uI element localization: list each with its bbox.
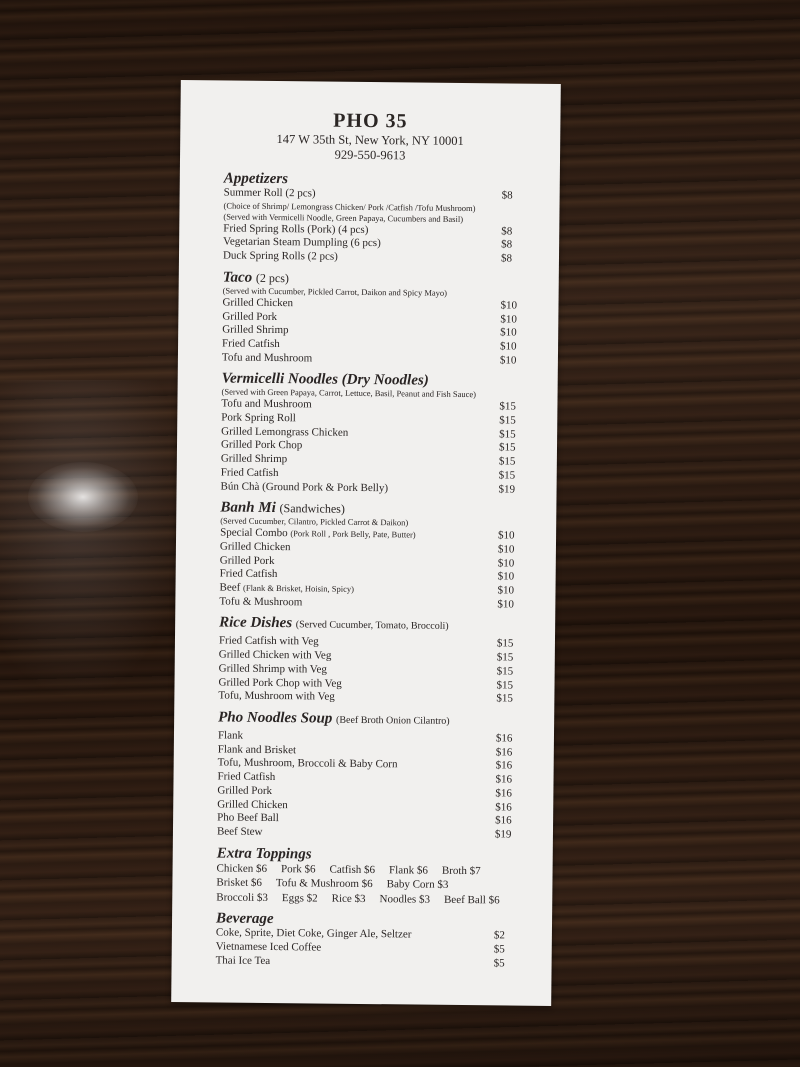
item-name: Special Combo [220, 526, 288, 540]
item-name: Grilled Pork [222, 309, 278, 323]
item-price: $10 [499, 354, 517, 367]
item-price: $5 [493, 956, 505, 969]
item-price: $15 [499, 400, 516, 413]
topping-item: Brisket $6 [216, 876, 263, 890]
menu-content [216, 164, 532, 970]
item-detail: (Flank & Brisket, Hoisin, Spicy) [242, 582, 355, 594]
item-price: $8 [501, 225, 513, 238]
section-title-appetizers: Appetizers [223, 170, 289, 188]
topping-item: Eggs $2 [281, 891, 318, 905]
menu-item [221, 480, 529, 497]
item-name: Fried Catfish [219, 567, 278, 581]
item-name: Grilled Pork [217, 784, 273, 797]
item-name: Grilled Lemongrass Chicken [221, 425, 349, 439]
topping-item: Beef Ball $6 [443, 893, 500, 907]
section-note: (Choice of Shrimp/ Lemongrass Chicken/ Pork /Catfish /Tofu Mushroom) [223, 200, 476, 213]
section-note: (Served with Vermicelli Noodle, Green Papaya, Cucumbers and Basil) [223, 211, 464, 224]
item-name: Fried Catfish [222, 337, 280, 351]
section-title-text: Pho Noodles Soup [218, 709, 333, 727]
restaurant-address: 147 W 35th St, New York, NY 10001 [276, 132, 464, 149]
topping-item: Tofu & Mushroom $6 [275, 877, 373, 891]
item-name: Fried Catfish [220, 466, 279, 479]
item-name: Grilled Pork [219, 554, 275, 567]
item-name: Grilled Chicken with Veg [218, 648, 332, 662]
topping-item: Broth $7 [441, 864, 481, 877]
item-name: Grilled Pork Chop with Veg [218, 676, 342, 690]
restaurant-name: PHO 35 [333, 109, 408, 133]
topping-item: Rice $3 [331, 892, 366, 905]
menu-item [219, 595, 527, 612]
topping-item: Catfish $6 [329, 863, 376, 876]
item-price: $19 [494, 828, 512, 841]
item-name: Tofu and Mushroom [221, 351, 313, 365]
item-name: Fried Catfish with Veg [218, 634, 319, 648]
item-price: $15 [499, 428, 516, 441]
item-name: Beef Stew [216, 825, 263, 838]
item-detail: (Pork Roll , Pork Belly, Pate, Butter) [290, 528, 416, 540]
item-price: $10 [500, 312, 517, 326]
item-price: $10 [497, 598, 514, 611]
item-name: Bún Chà (Ground Pork & Pork Belly) [220, 480, 389, 494]
item-name: Tofu, Mushroom, Broccoli & Baby Corn [217, 756, 398, 771]
item-name: Grilled Chicken [222, 296, 294, 310]
item-price: $10 [500, 299, 518, 312]
menu-item [218, 690, 526, 707]
item-price: $10 [500, 326, 517, 339]
item-name: Pho Beef Ball [217, 811, 279, 825]
topping-item: Noodles $3 [379, 892, 431, 906]
item-price: $8 [501, 189, 513, 202]
item-price: $10 [498, 529, 515, 542]
item-price: $15 [496, 637, 514, 651]
item-name: Fried Catfish [217, 770, 276, 784]
menu-item [216, 954, 524, 971]
section-note: (Served Cucumber, Cilantro, Pickled Carrot & Daikon) [220, 515, 409, 528]
section-title-beverage: Beverage [215, 910, 274, 928]
section-title-rice [219, 615, 527, 636]
item-name: Grilled Shrimp [220, 452, 288, 466]
section-title-note: (Sandwiches) [279, 501, 345, 517]
item-name: Flank and Brisket [217, 743, 297, 756]
item-price: $19 [498, 482, 516, 496]
item-price: $10 [497, 584, 515, 597]
item-price: $15 [498, 441, 516, 454]
item-name: Thai Ice Tea [215, 953, 271, 967]
item-price: $16 [495, 759, 513, 772]
item-name: Grilled Shrimp [222, 323, 289, 337]
section-title-note: (Beef Broth Onion Cilantro) [336, 714, 450, 727]
item-name: Grilled Pork Chop [220, 438, 303, 452]
toppings-list [216, 890, 524, 908]
table-reflection [0, 380, 190, 700]
item-price: $2 [493, 929, 505, 942]
item-name: Duck Spring Rolls (2 pcs) [222, 249, 338, 263]
item-price: $15 [496, 651, 514, 664]
section-title-text: Taco [222, 269, 253, 286]
item-price: $16 [495, 773, 513, 786]
item-price: $10 [497, 570, 515, 583]
section-title-note: (Served Cucumber, Tomato, Broccoli) [295, 619, 449, 633]
section-title-vermicelli: Vermicelli Noodles (Dry Noodles) [221, 370, 429, 389]
item-name: Grilled Chicken [219, 540, 291, 554]
section-title-pho [218, 709, 526, 730]
item-price: $16 [495, 800, 512, 814]
item-price: $10 [497, 543, 515, 556]
restaurant-phone: 929-550-9613 [334, 147, 406, 163]
item-name: Tofu, Mushroom with Veg [218, 689, 335, 703]
item-price: $16 [495, 814, 512, 827]
item-price: $16 [495, 787, 512, 800]
menu-item [217, 825, 525, 842]
section-title-toppings: Extra Toppings [216, 845, 312, 863]
menu-sheet [171, 80, 561, 1006]
item-name: Pork Spring Roll [221, 411, 296, 425]
section-title-note: (2 pcs) [255, 270, 290, 285]
section-title-text: Banh Mi [220, 499, 276, 517]
item-name: Grilled Shrimp with Veg [218, 662, 328, 676]
item-price: $8 [500, 252, 513, 265]
item-price: $15 [499, 414, 516, 427]
item-price: $16 [495, 746, 513, 759]
section-note: (Served with Green Papaya, Carrot, Lettuce, Basil, Peanut and Fish Sauce) [221, 386, 477, 400]
menu-header [180, 80, 561, 165]
item-name: Beef [219, 581, 241, 594]
item-price: $8 [501, 238, 513, 251]
item-name: Flank [217, 729, 244, 742]
topping-item: Pork $6 [280, 862, 316, 876]
section-note: (Served with Cucumber, Pickled Carrot, Daikon and Spicy Mayo) [222, 285, 448, 298]
item-price: $10 [497, 557, 515, 570]
item-price: $15 [498, 455, 516, 468]
item-price: $15 [496, 665, 514, 678]
item-price: $16 [495, 732, 513, 745]
topping-item: Flank $6 [388, 863, 428, 877]
item-price: $10 [500, 340, 517, 353]
item-price: $5 [493, 943, 505, 956]
topping-item: Baby Corn $3 [386, 878, 449, 891]
menu-item [222, 351, 530, 368]
topping-item: Broccoli $3 [216, 891, 268, 904]
item-name: Grilled Chicken [217, 797, 288, 811]
item-price: $15 [498, 469, 516, 482]
item-price: $15 [496, 678, 514, 692]
menu-item [223, 250, 531, 267]
item-name: Vegetarian Steam Dumpling (6 pcs) [223, 235, 381, 250]
item-name: Summer Roll (2 pcs) [223, 186, 316, 200]
item-price: $15 [496, 692, 513, 705]
item-name: Fried Spring Rolls (Pork) (4 pcs) [223, 222, 369, 236]
item-name: Tofu and Mushroom [221, 397, 312, 411]
topping-item: Chicken $6 [216, 862, 268, 875]
item-name: Vietnamese Iced Coffee [215, 940, 322, 954]
light-glare [28, 462, 138, 532]
item-name: Tofu & Mushroom [219, 595, 303, 609]
section-title-text: Rice Dishes [219, 614, 293, 632]
item-name: Coke, Sprite, Diet Coke, Ginger Ale, Seltzer [215, 926, 412, 941]
